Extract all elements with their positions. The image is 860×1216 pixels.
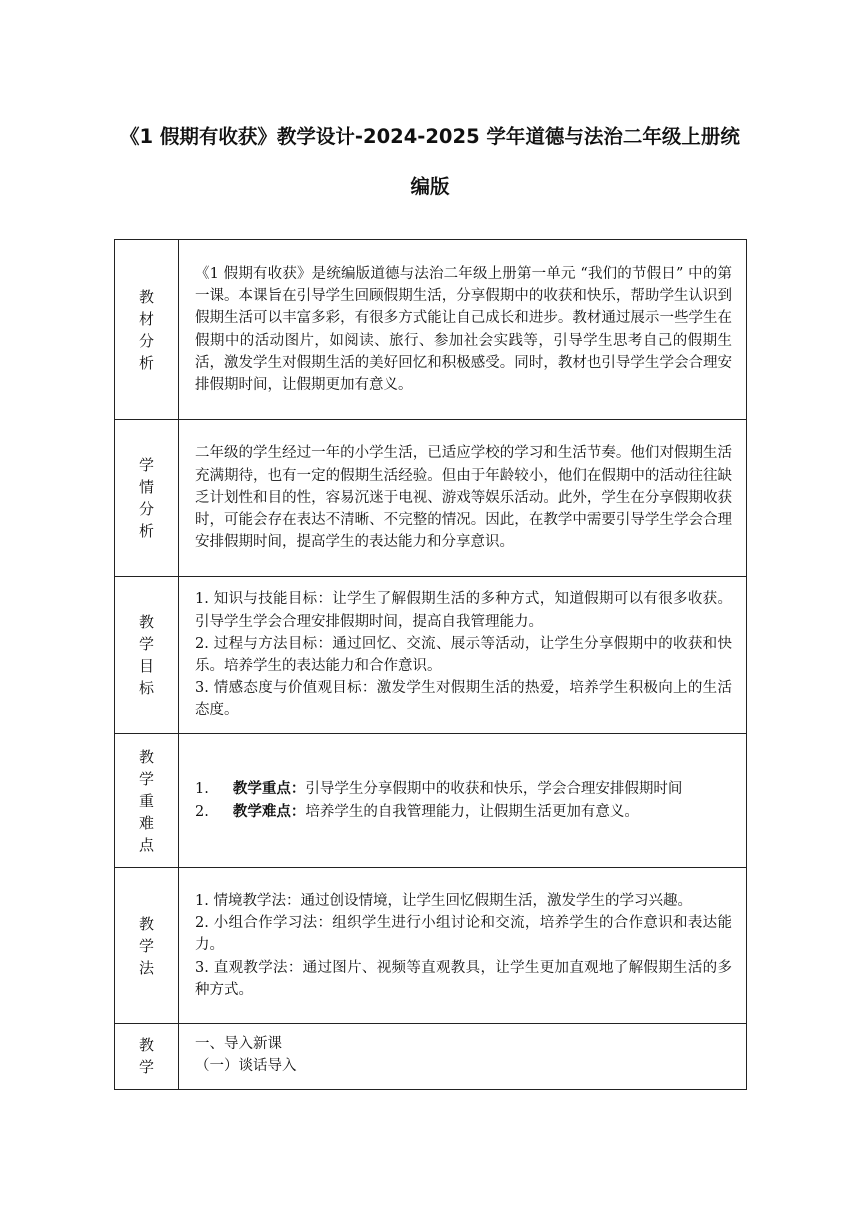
list-item: 3. 情感态度与价值观目标：激发学生对假期生活的热爱，培养学生积极向上的生活态度。 (195, 680, 732, 719)
title-line-2: 编版 (410, 175, 450, 198)
label-char: 点 (138, 835, 154, 854)
label-char: 学 (138, 769, 154, 788)
list-item: 1. 情境教学法：通过创设情境，让学生回忆假期生活，激发学生的学习兴趣。 (195, 892, 692, 909)
label-char: 析 (138, 522, 154, 540)
lesson-plan-table (114, 239, 747, 1090)
list-item: 1. 知识与技能目标：让学生了解假期生活的多种方式，知道假期可以有很多收获。引导学生学会合理安排假期时间，提高自我管理能力。 (195, 591, 732, 630)
label-char: 材 (138, 309, 154, 328)
row-label-student-analysis (115, 420, 179, 577)
table-row-key-points (115, 734, 747, 868)
label-char: 教 (138, 613, 154, 631)
label-char: 析 (138, 353, 154, 372)
label-char: 分 (138, 331, 154, 350)
label-char: 分 (138, 500, 154, 518)
label-char: 教 (138, 914, 154, 933)
document-title (0, 112, 860, 212)
row-label-key-points (115, 734, 179, 868)
label-char: 学 (138, 1058, 154, 1076)
list-item: 2. 过程与方法目标：通过回忆、交流、展示等活动，让学生分享假期中的收获和快乐。培养学生的表达能力和合作意识。 (195, 635, 732, 674)
table-row-textbook-analysis (115, 240, 747, 420)
row-content-student-analysis (179, 420, 747, 577)
row-label-textbook-analysis (115, 240, 179, 420)
label-char: 难 (138, 813, 154, 832)
label-char: 学 (138, 456, 154, 474)
label-char: 学 (138, 635, 154, 653)
row-label-teaching-goals (115, 577, 179, 734)
key-point-number: 2. (195, 803, 209, 820)
list-item: 2. 小组合作学习法：组织学生进行小组讨论和交流，培养学生的合作意识和表达能力。 (195, 915, 732, 954)
textbook-analysis-text: 《1 假期有收获》是统编版道德与法治二年级上册第一单元 “我们的节假日” 中的第一课。本课旨在引导学生回顾假期生活，分享假期中的收获和快乐，帮助学生认识到假期生活可以丰富多彩，有很多方式能让自己成长和进步。教材通过展示一些学生在假期中的活动图片，如阅读、旅行、参加社会实践等，引导学生思考自己的假期生活，激发学生对假期生活的美好回忆和积极感受。同时，教材也引导学生学会合理安排假期时间，让假期更加有意义。 (195, 265, 732, 393)
label-char: 教 (138, 747, 154, 766)
row-content-teaching-process (179, 1024, 747, 1090)
title-line-1: 《1 假期有收获》教学设计-2024-2025 学年道德与法治二年级上册统 (120, 125, 740, 148)
key-point-item (195, 778, 732, 800)
label-char: 教 (138, 1036, 154, 1054)
row-content-teaching-methods (179, 868, 747, 1024)
key-point-item (195, 801, 732, 823)
label-char: 重 (138, 791, 154, 810)
key-point-lead: 教学难点： (232, 803, 306, 820)
row-content-textbook-analysis (179, 240, 747, 420)
key-point-lead: 教学重点： (232, 781, 306, 798)
row-label-teaching-process (115, 1024, 179, 1090)
key-point-text: 引导学生分享假期中的收获和快乐，学会合理安排假期时间 (305, 781, 683, 798)
table-row-teaching-process (115, 1024, 747, 1090)
table-row-student-analysis (115, 420, 747, 577)
label-char: 目 (138, 657, 154, 675)
list-item: （一）谈话导入 (195, 1058, 297, 1075)
label-char: 法 (138, 958, 154, 977)
label-char: 标 (138, 679, 154, 697)
list-item: 3. 直观教学法：通过图片、视频等直观教具，让学生更加直观地了解假期生活的多种方式。 (195, 959, 732, 998)
label-char: 教 (138, 287, 154, 306)
row-label-teaching-methods (115, 868, 179, 1024)
list-item: 一、导入新课 (195, 1036, 282, 1052)
label-char: 情 (138, 478, 154, 496)
row-content-teaching-goals (179, 577, 747, 734)
student-analysis-text: 二年级的学生经过一年的小学生活，已适应学校的学习和生活节奏。他们对假期生活充满期待，也有一定的假期生活经验。但由于年龄较小，他们在假期中的活动往往缺乏计划性和目的性，容易沉迷于电视、游戏等娱乐活动。此外，学生在分享假期收获时，可能会存在表达不清晰、不完整的情况。因此，在教学中需要引导学生学会合理安排假期时间，提高学生的表达能力和分享意识。 (195, 445, 732, 551)
row-content-key-points (179, 734, 747, 868)
key-point-text: 培养学生的自我管理能力，让假期生活更加有意义。 (305, 803, 639, 820)
key-point-number: 1. (195, 781, 209, 798)
label-char: 学 (138, 936, 154, 955)
table-row-teaching-methods (115, 868, 747, 1024)
table-row-teaching-goals (115, 577, 747, 734)
